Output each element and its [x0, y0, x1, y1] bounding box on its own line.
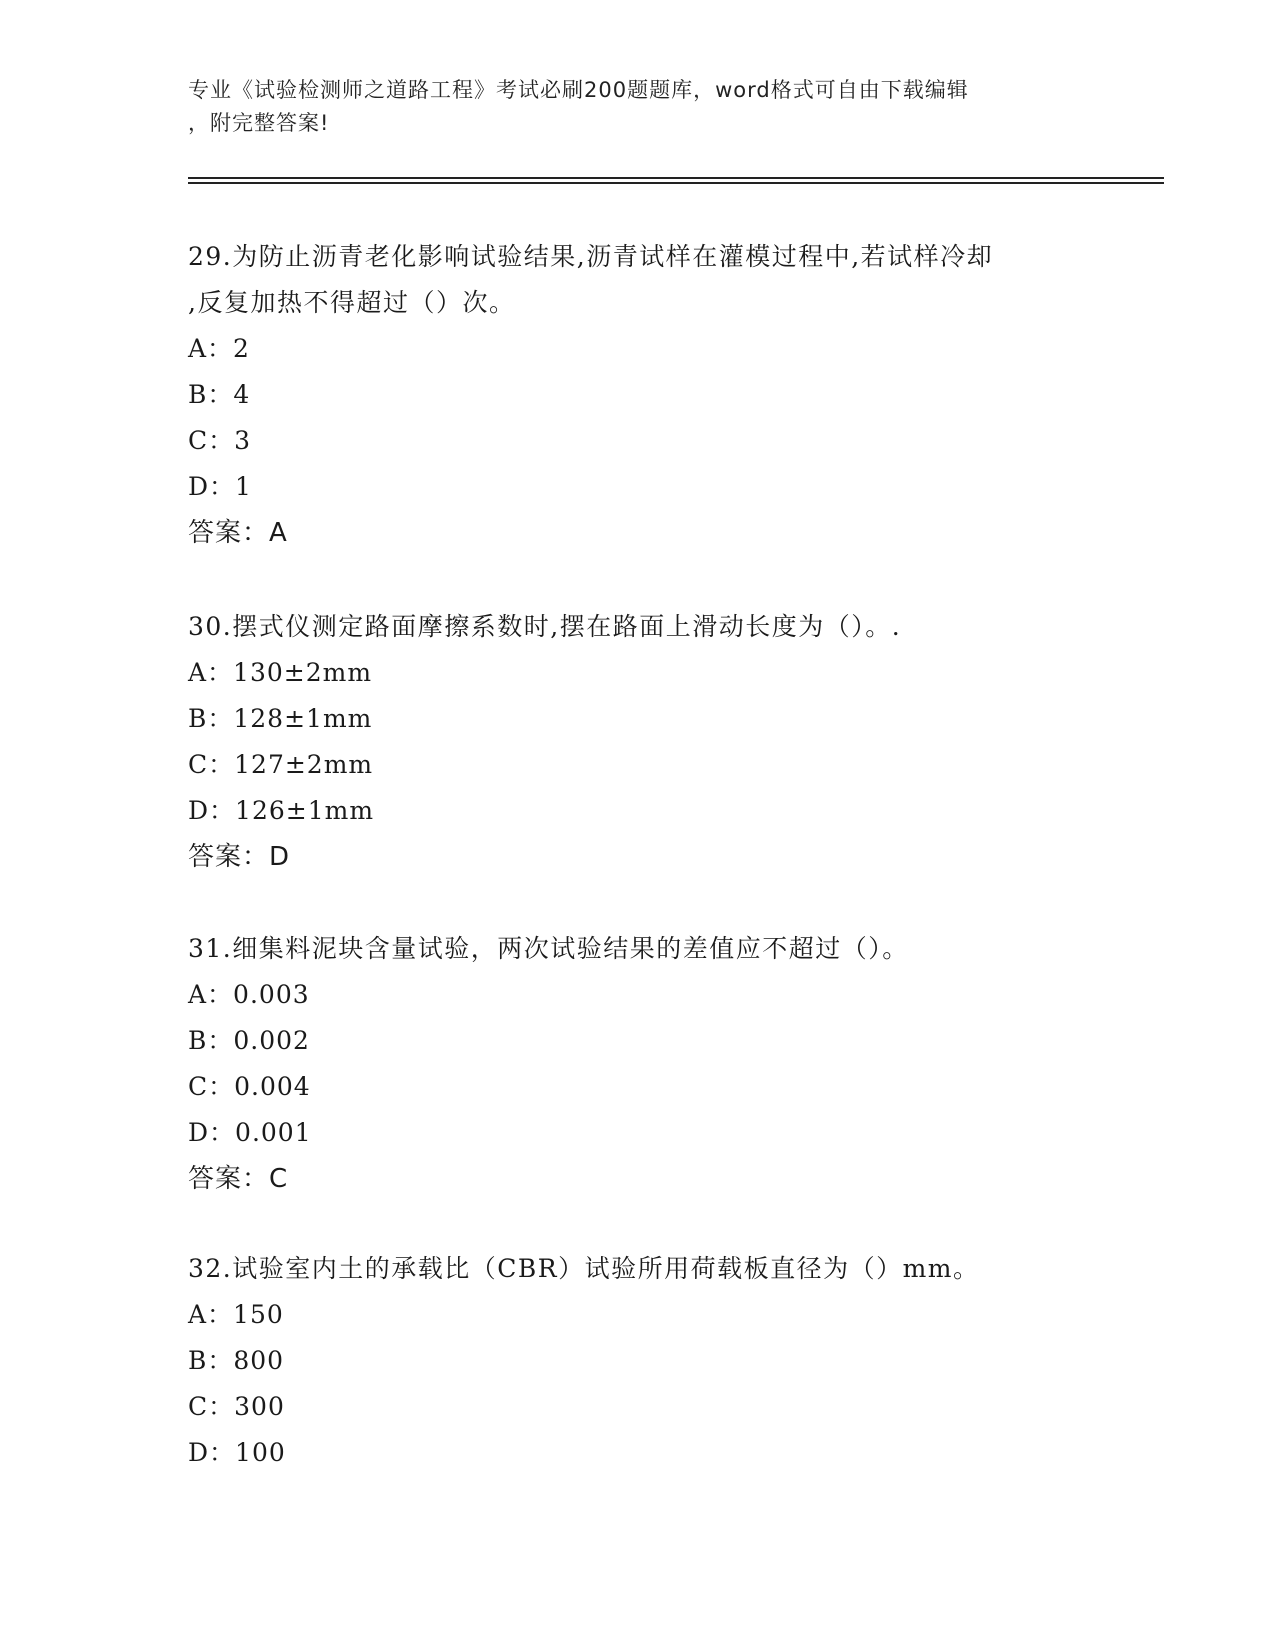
option-d: D：0.001 [188, 1118, 312, 1147]
question-stem-line: 32.试验室内土的承载比（CBR）试验所用荷载板直径为（）mm。 [188, 1254, 980, 1283]
option-d: D：1 [188, 472, 252, 501]
question-29 [188, 234, 1088, 556]
document-header [188, 74, 1088, 140]
option-a: A：2 [188, 334, 250, 363]
question-stem-line: ,反复加热不得超过（）次。 [188, 288, 516, 317]
option-c: C：3 [188, 426, 252, 455]
option-c: C：0.004 [188, 1072, 311, 1101]
question-stem [188, 234, 1088, 326]
question-stem-line: 29.为防止沥青老化影响试验结果,沥青试样在灌模过程中,若试样冷却 [188, 242, 994, 271]
option-b: B：0.002 [188, 1026, 310, 1055]
question-stem [188, 1246, 1088, 1292]
header-title-line-1: 专业《试验检测师之道路工程》考试必刷200题题库，word格式可自由下载编辑 [188, 78, 969, 102]
question-30 [188, 604, 1088, 880]
question-31 [188, 926, 1088, 1202]
answer-key: 答案：C [188, 1164, 289, 1194]
option-a: A：0.003 [188, 980, 310, 1009]
answer-key: 答案：D [188, 842, 291, 872]
question-32 [188, 1246, 1088, 1476]
question-stem [188, 604, 1088, 650]
option-b: B：800 [188, 1346, 285, 1375]
header-divider-top [188, 177, 1164, 179]
option-a: A：150 [188, 1300, 284, 1329]
option-c: C：127±2mm [188, 750, 374, 779]
option-a: A：130±2mm [188, 658, 373, 687]
option-c: C：300 [188, 1392, 285, 1421]
question-stem-line: 30.摆式仪测定路面摩擦系数时,摆在路面上滑动长度为（）。. [188, 612, 902, 641]
header-divider-bottom [188, 182, 1164, 184]
option-d: D：126±1mm [188, 796, 375, 825]
option-d: D：100 [188, 1438, 286, 1467]
option-b: B：4 [188, 380, 251, 409]
question-stem-line: 31.细集料泥块含量试验，两次试验结果的差值应不超过（）。 [188, 934, 909, 963]
header-title-line-2: ，附完整答案! [188, 111, 330, 135]
question-stem [188, 926, 1088, 972]
answer-key: 答案：A [188, 518, 288, 548]
option-b: B：128±1mm [188, 704, 373, 733]
